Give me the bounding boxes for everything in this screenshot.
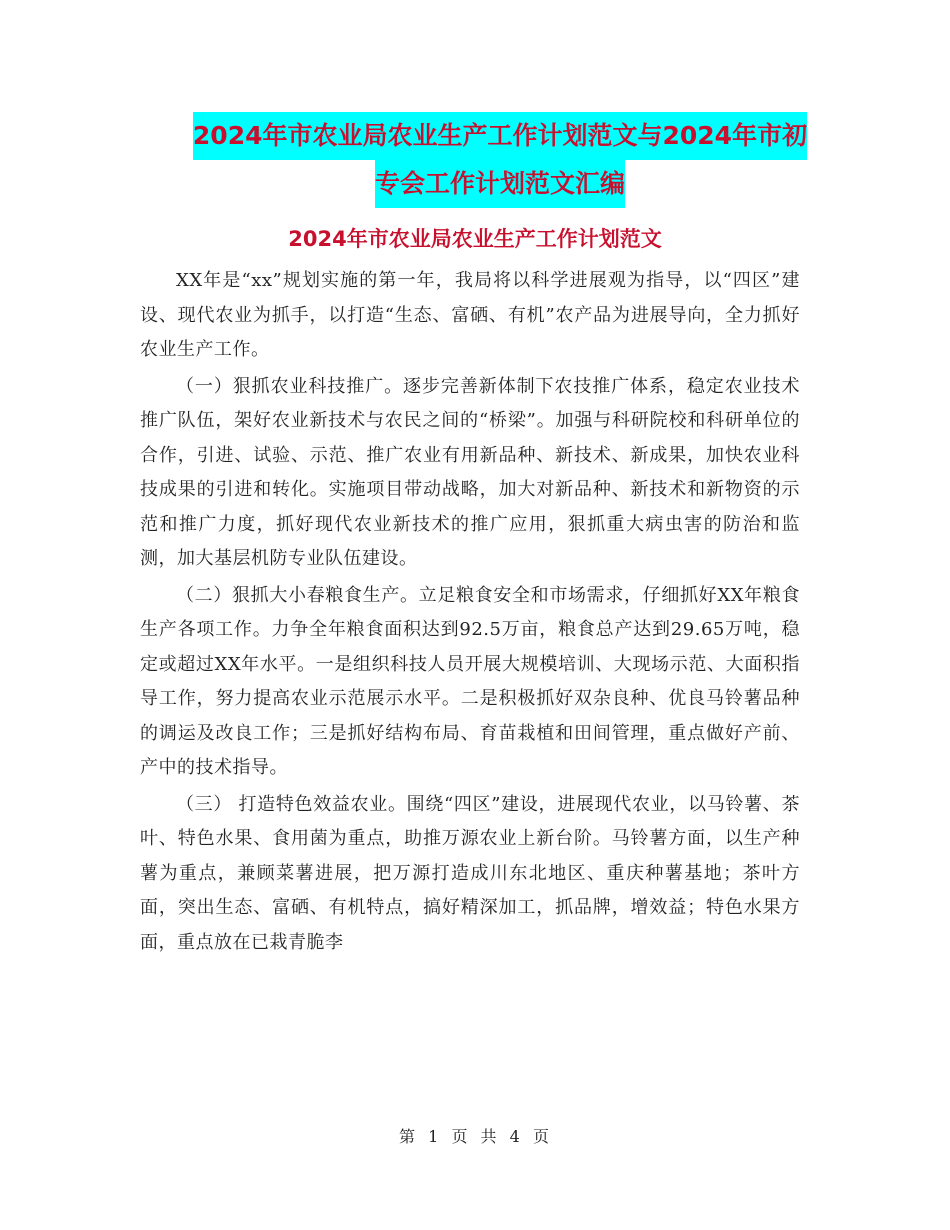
document-body <box>140 264 800 962</box>
footer-label-page-unit: 页 <box>451 1127 470 1146</box>
page-footer <box>0 1126 950 1148</box>
document-title <box>140 112 860 208</box>
paragraph-tech-promotion: （一）狠抓农业科技推广。逐步完善新体制下农技推广体系，稳定农业技术推广队伍，架好农业新技术与农民之间的“桥梁”。加强与科研院校和科研单位的合作，引进、试验、示范、推广农业有用新品种、新技术、新成果，加快农业科技成果的引进和转化。实施项目带动战略，加大对新品种、新技术和新物资的示范和推广力度，抓好现代农业新技术的推广应用，狠抓重大病虫害的防治和监测，加大基层机防专业队伍建设。 <box>140 375 800 569</box>
footer-label-total-unit: 页 <box>532 1127 551 1146</box>
footer-label-page: 第 <box>399 1127 418 1146</box>
paragraph-intro: XX年是“xx”规划实施的第一年，我局将以科学进展观为指导，以“四区”建设、现代农业为抓手，以打造“生态、富硒、有机”农产品为进展导向，全力抓好农业生产工作。 <box>140 270 800 360</box>
document-title-line-2: 专会工作计划范文汇编 <box>375 160 625 208</box>
footer-current-page: 1 <box>428 1127 441 1146</box>
paragraph-specialty-agriculture: （三） 打造特色效益农业。围绕“四区”建设，进展现代农业，以马铃薯、茶叶、特色水果、食用菌为重点，助推万源农业上新台阶。马铃薯方面，以生产种薯为重点，兼顾菜薯进展，把万源打造成川东北地区、重庆种薯基地；茶叶方面，突出生态、富硒、有机特点，搞好精深加工，抓品牌，增效益；特色水果方面，重点放在已栽青脆李 <box>140 793 800 953</box>
footer-label-total: 共 <box>480 1127 499 1146</box>
paragraph-grain-production: （二）狠抓大小春粮食生产。立足粮食安全和市场需求，仔细抓好XX年粮食生产各项工作。力争全年粮食面积达到92.5万亩，粮食总产达到29.65万吨，稳定或超过XX年水平。一是组织科技人员开展大规模培训、大现场示范、大面积指导工作，努力提高农业示范展示水平。二是积极抓好双杂良种、优良马铃薯品种的调运及改良工作；三是抓好结构布局、育苗栽植和田间管理，重点做好产前、产中的技术指导。 <box>140 584 800 778</box>
document-title-line-1: 2024年市农业局农业生产工作计划范文与2024年市初 <box>193 112 807 160</box>
section-title: 2024年市农业局农业生产工作计划范文 <box>288 227 662 251</box>
footer-total-pages: 4 <box>509 1127 522 1146</box>
